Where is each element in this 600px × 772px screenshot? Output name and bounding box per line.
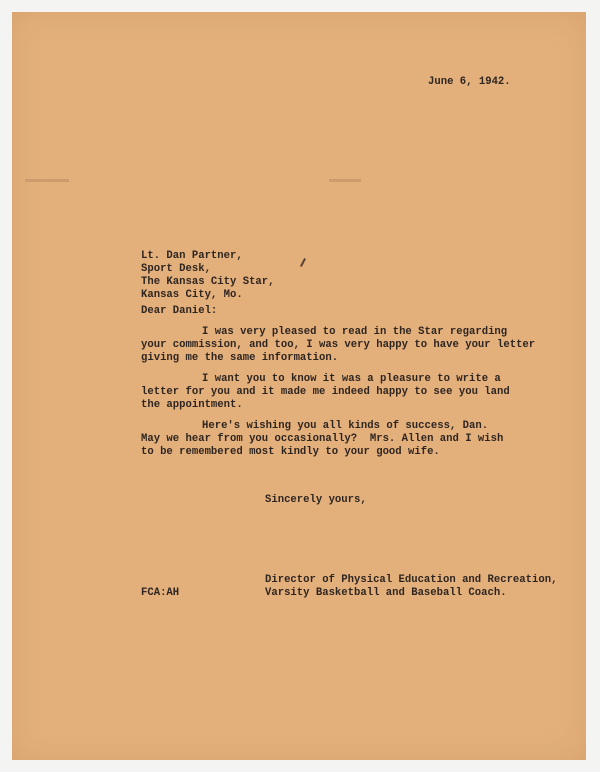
paper-mark [25, 179, 69, 182]
recipient-line: Lt. Dan Partner, [141, 250, 243, 262]
closing: Sincerely yours, [265, 494, 367, 506]
recipient-line: The Kansas City Star, [141, 276, 275, 288]
typist-initials: FCA:AH [141, 587, 180, 599]
body-line: giving me the same information. [141, 352, 339, 364]
body-line: I want you to know it was a pleasure to write a [202, 373, 501, 385]
body-line: your commission, and too, I was very happy to have your letter [141, 339, 536, 351]
salutation: Dear Daniel: [141, 305, 218, 317]
body-line: letter for you and it made me indeed happy to see you land [141, 386, 510, 398]
signature-title: Director of Physical Education and Recreation, [265, 574, 558, 586]
body-line: I was very pleased to read in the Star regarding [202, 326, 508, 338]
body-line: Here's wishing you all kinds of success, Dan. [202, 420, 489, 432]
paper-mark [329, 179, 361, 182]
body-line: May we hear from you occasionally? Mrs. Allen and I wish [141, 433, 504, 445]
body-line: to be remembered most kindly to your good wife. [141, 446, 440, 458]
recipient-line: Sport Desk, [141, 263, 211, 275]
body-line: the appointment. [141, 399, 243, 411]
letter-date: June 6, 1942. [428, 76, 511, 88]
signature-title: Varsity Basketball and Baseball Coach. [265, 587, 507, 599]
recipient-line: Kansas City, Mo. [141, 289, 243, 301]
